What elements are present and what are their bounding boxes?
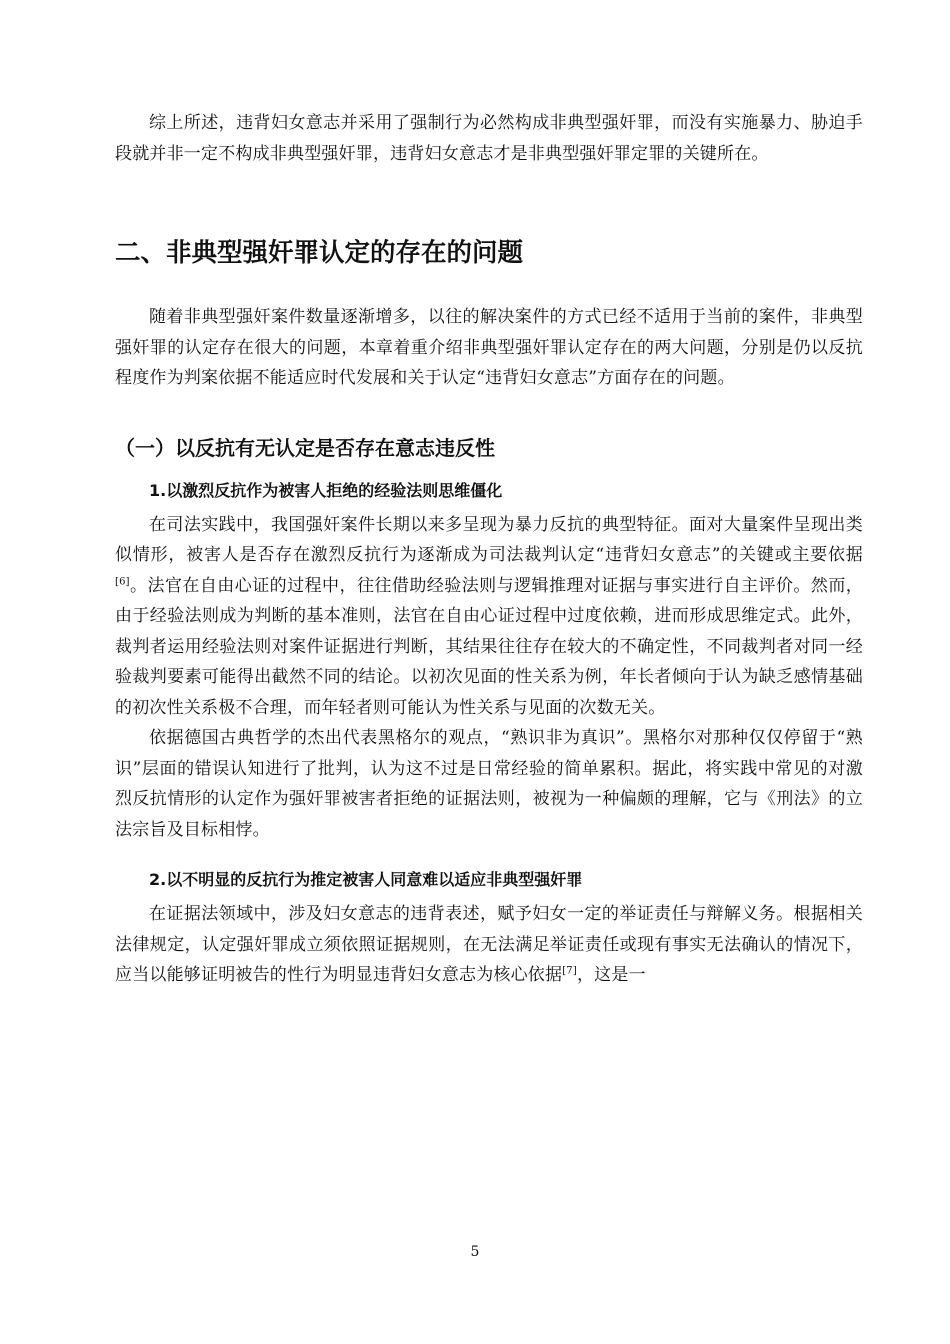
citation-ref-7: [7] bbox=[562, 965, 577, 977]
body-paragraph-3-text-b: ，这是一 bbox=[576, 965, 646, 985]
body-paragraph-1-text-b: 。法官在自由心证的过程中，往往借助经验法则与逻辑推理对证据与事实进行自主评价。然而，由于经验法则成为判断的基本准则，法官在自由心证过程中过度依赖，进而形成思维定式。此外，裁判者运用经验法则对案件证据进行判断，其结果往往存在较大的不确定性，不同裁判者对同一经验裁判要素可能得出截然不同的结论。以初次见面的性关系为例，年长者倾向于认为缺乏感情基础的初次性关系极不合理，而年轻者则可能认为性关系与见面的次数无关。 bbox=[115, 575, 863, 718]
page-number: 5 bbox=[470, 1244, 480, 1260]
summary-paragraph: 综上所述，违背妇女意志并采用了强制行为必然构成非典型强奸罪，而没有实施暴力、胁迫手段就并非一定不构成非典型强奸罪，违背妇女意志才是非典型强奸罪定罪的关键所在。 bbox=[115, 113, 863, 164]
body-paragraph-1-text-a: 在司法实践中，我国强奸案件长期以来多呈现为暴力反抗的典型特征。面对大量案件呈现出类似情形，被害人是否存在激烈反抗行为逐渐成为司法裁判认定“违背妇女意志”的关键或主要依据 bbox=[115, 514, 863, 565]
chapter-two-heading: 二、非典型强奸罪认定的存在的问题 bbox=[115, 238, 524, 268]
section-one-heading: （一）以反抗有无认定是否存在意志违反性 bbox=[115, 435, 495, 460]
subsection-1-heading: 1.以激烈反抗作为被害人拒绝的经验法则思维僵化 bbox=[149, 480, 503, 500]
chapter-intro-paragraph: 随着非典型强奸案件数量逐渐增多，以往的解决案件的方式已经不适用于当前的案件，非典型强奸罪的认定存在很大的问题，本章着重介绍非典型强奸罪认定存在的两大问题，分别是仍以反抗程度作为判案依据不能适应时代发展和关于认定“违背妇女意志”方面存在的问题。 bbox=[115, 307, 863, 388]
document-page bbox=[115, 108, 863, 991]
citation-ref-6: [6] bbox=[115, 575, 130, 587]
body-paragraph-3-text-a: 在证据法领域中，涉及妇女意志的违背表述，赋予妇女一定的举证责任与辩解义务。根据相关法律规定，认定强奸罪成立须依照证据规则，在无法满足举证责任或现有事实无法确认的情况下，应当以能够证明被告的性行为明显违背妇女意志为核心依据 bbox=[115, 904, 863, 985]
body-paragraph-2: 依据德国古典哲学的杰出代表黑格尔的观点，“熟识非为真识”。黑格尔对那种仅仅停留于“熟识”层面的错误认知进行了批判，认为这不过是日常经验的简单累积。据此，将实践中常见的对激烈反抗情形的认定作为强奸罪被害者拒绝的证据法则，被视为一种偏颇的理解，它与《刑法》的立法宗旨及目标相悖。 bbox=[115, 728, 863, 840]
subsection-2-heading: 2.以不明显的反抗行为推定被害人同意难以适应非典型强奸罪 bbox=[149, 870, 583, 889]
body-paragraph-1 bbox=[115, 510, 863, 724]
body-paragraph-3 bbox=[115, 899, 863, 991]
